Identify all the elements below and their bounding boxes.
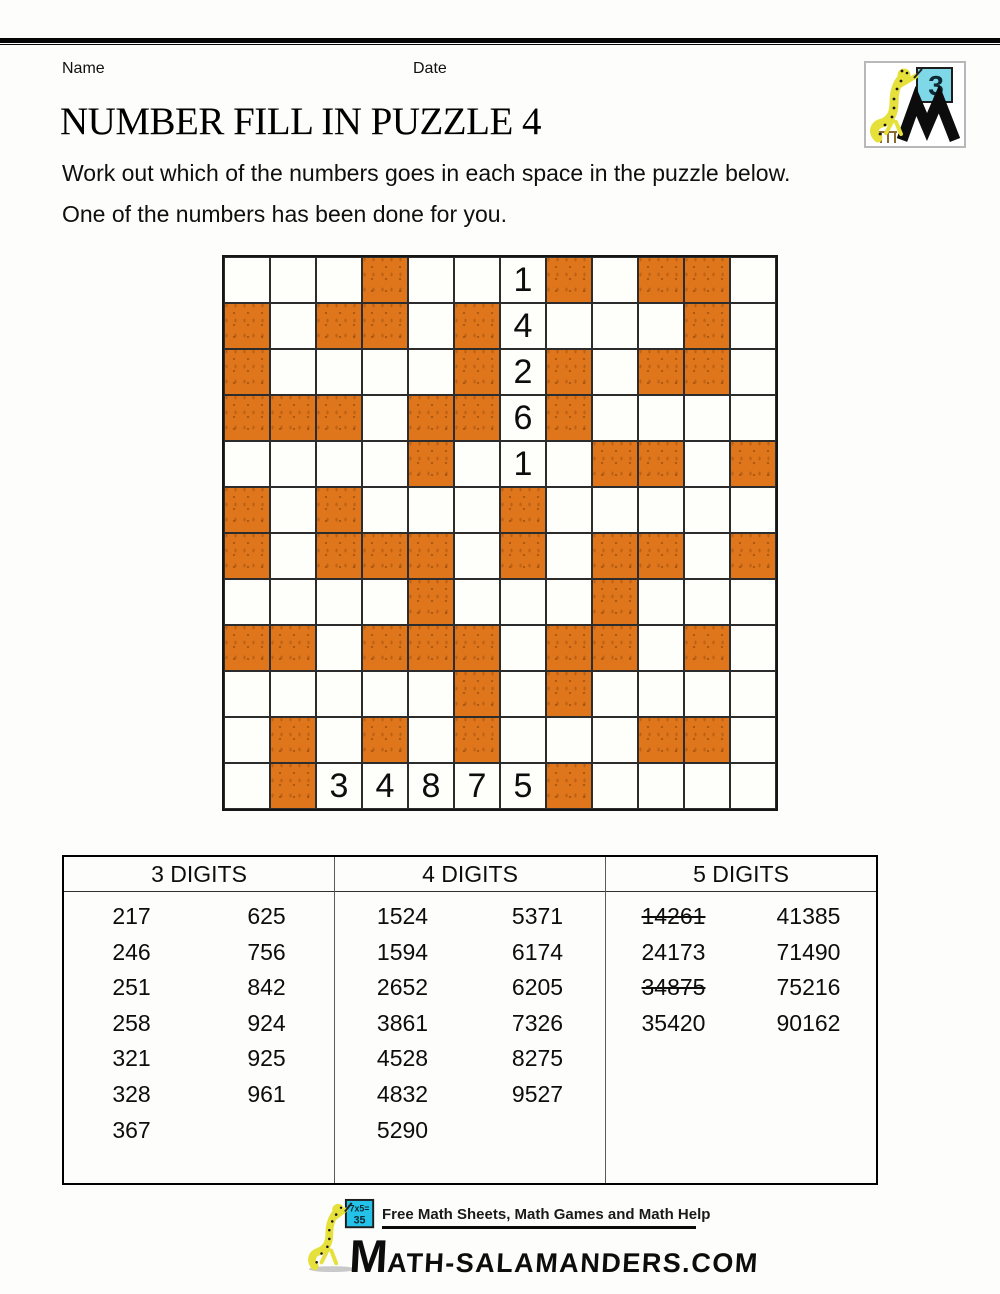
grid-cell[interactable] [224, 763, 270, 809]
grid-cell[interactable] [684, 763, 730, 809]
grid-cell[interactable] [224, 257, 270, 303]
grid-cell-prefilled: 4 [500, 303, 546, 349]
grid-cell[interactable] [224, 579, 270, 625]
bank-number: 328 [112, 1080, 151, 1107]
bank-number: 9527 [511, 1080, 564, 1107]
bank-number: 8275 [511, 1045, 564, 1072]
grid-cell[interactable] [316, 257, 362, 303]
bank-header: 4 DIGITS [335, 857, 605, 892]
grid-cell[interactable] [730, 579, 776, 625]
grid-cell[interactable] [454, 533, 500, 579]
footer-tagline: Free Math Sheets, Math Games and Math Help [382, 1206, 711, 1223]
bank-header: 3 DIGITS [64, 857, 334, 892]
grid-cell[interactable] [638, 579, 684, 625]
grid-cell[interactable] [362, 441, 408, 487]
grid-cell[interactable] [730, 625, 776, 671]
grid-cell[interactable] [638, 487, 684, 533]
grid-cell[interactable] [730, 763, 776, 809]
grid-cell[interactable] [730, 671, 776, 717]
grid-cell[interactable] [270, 303, 316, 349]
math-salamanders-corner-logo [864, 61, 966, 148]
grid-cell[interactable] [408, 303, 454, 349]
bank-section [605, 857, 876, 1183]
bank-header: 5 DIGITS [606, 857, 876, 892]
grid-cell[interactable] [684, 395, 730, 441]
grid-cell-blocked [270, 395, 316, 441]
bank-number: 4832 [376, 1080, 429, 1107]
bank-number: 217 [112, 903, 151, 929]
grid-cell-blocked [362, 257, 408, 303]
grid-cell[interactable] [316, 441, 362, 487]
grid-cell-blocked [592, 579, 638, 625]
grid-cell-blocked [546, 395, 592, 441]
bank-number: 90162 [776, 1009, 841, 1036]
grid-cell-blocked [684, 717, 730, 763]
grid-cell-blocked [638, 717, 684, 763]
grid-cell[interactable] [684, 487, 730, 533]
bank-number: 1594 [376, 938, 429, 965]
grid-cell[interactable] [730, 303, 776, 349]
grid-cell-prefilled: 7 [454, 763, 500, 809]
grid-cell-prefilled: 5 [500, 763, 546, 809]
grid-cell[interactable] [546, 717, 592, 763]
site-wordmark [348, 1229, 760, 1283]
grid-cell[interactable] [408, 257, 454, 303]
grid-cell-blocked [638, 257, 684, 303]
grid-cell[interactable] [270, 533, 316, 579]
grid-cell[interactable] [638, 671, 684, 717]
board-answer: 35 [353, 1214, 366, 1227]
grid-cell[interactable] [684, 579, 730, 625]
grid-cell-blocked [730, 441, 776, 487]
grid-cell-blocked [316, 487, 362, 533]
grid-cell-blocked [224, 303, 270, 349]
grid-cell[interactable] [592, 487, 638, 533]
bank-number: 246 [112, 938, 151, 965]
m-letter-icon [902, 99, 955, 140]
grid-cell[interactable] [592, 717, 638, 763]
grid-cell[interactable] [362, 671, 408, 717]
grid-cell[interactable] [270, 257, 316, 303]
grid-cell[interactable] [730, 257, 776, 303]
grid-cell[interactable] [730, 487, 776, 533]
salamander-logo-graphic [866, 63, 964, 146]
grid-cell-blocked [316, 395, 362, 441]
grid-cell[interactable] [500, 625, 546, 671]
grid-cell[interactable] [730, 395, 776, 441]
grid-cell-blocked [408, 441, 454, 487]
grid-cell-blocked [270, 625, 316, 671]
grid-cell-blocked [408, 533, 454, 579]
grid-cell[interactable] [592, 671, 638, 717]
wordmark-rest: ATH-SALAMANDERS.COM [386, 1248, 760, 1278]
bank-number: 6205 [511, 974, 564, 1001]
grid-cell[interactable] [592, 395, 638, 441]
grid-cell-prefilled: 8 [408, 763, 454, 809]
grid-cell-prefilled: 4 [362, 763, 408, 809]
bank-number: 7326 [511, 1009, 564, 1036]
bank-number: 34875 [641, 974, 706, 1001]
grid-cell-blocked [454, 395, 500, 441]
grid-cell-blocked [638, 441, 684, 487]
grid-cell[interactable] [408, 349, 454, 395]
grid-cell-blocked [730, 533, 776, 579]
bank-number: 2652 [376, 974, 429, 1001]
grid-cell-prefilled: 1 [500, 441, 546, 487]
grid-cell[interactable] [316, 349, 362, 395]
grid-cell[interactable] [224, 717, 270, 763]
grid-cell[interactable] [684, 441, 730, 487]
grid-cell-blocked [500, 487, 546, 533]
grid-cell-blocked [454, 349, 500, 395]
bank-number: 75216 [776, 974, 841, 1001]
grid-cell-blocked [316, 303, 362, 349]
grid-cell-blocked [546, 671, 592, 717]
grid-cell-blocked [684, 349, 730, 395]
grid-cell-blocked [454, 717, 500, 763]
grid-cell[interactable] [270, 441, 316, 487]
grid-cell-blocked [684, 303, 730, 349]
grid-cell-prefilled: 2 [500, 349, 546, 395]
instruction-line-2: One of the numbers has been done for you. [62, 201, 507, 227]
bank-number: 6174 [511, 938, 564, 965]
grid-cell[interactable] [546, 441, 592, 487]
top-double-rule [0, 38, 1000, 45]
grid-cell-blocked [546, 257, 592, 303]
grid-cell-blocked [500, 533, 546, 579]
bank-number: 14261 [641, 903, 706, 929]
grid-cell-blocked [224, 533, 270, 579]
bank-number: 925 [247, 1045, 286, 1072]
bank-number: 41385 [776, 903, 841, 929]
grid-cell[interactable] [546, 487, 592, 533]
grid-cell[interactable] [408, 717, 454, 763]
grid-cell-blocked [362, 303, 408, 349]
grid-cell-blocked [408, 625, 454, 671]
grid-cell[interactable] [270, 487, 316, 533]
grid-cell-blocked [408, 579, 454, 625]
grid-cell-blocked [546, 349, 592, 395]
grid-cell-blocked [224, 625, 270, 671]
grid-cell-blocked [684, 625, 730, 671]
grid-cell-blocked [316, 533, 362, 579]
grid-cell[interactable] [546, 303, 592, 349]
grid-cell-blocked [592, 441, 638, 487]
bank-number: 4528 [376, 1045, 429, 1072]
grid-cell[interactable] [270, 349, 316, 395]
page-title: NUMBER FILL IN PUZZLE 4 [60, 100, 542, 143]
grid-cell[interactable] [362, 579, 408, 625]
grid-cell-blocked [270, 717, 316, 763]
instruction-line-1: Work out which of the numbers goes in each space in the puzzle below. [62, 160, 791, 186]
grid-cell[interactable] [500, 671, 546, 717]
grid-cell[interactable] [592, 257, 638, 303]
grid-cell[interactable] [684, 533, 730, 579]
grid-cell[interactable] [316, 625, 362, 671]
date-label: Date [413, 60, 447, 77]
bank-number: 321 [112, 1045, 151, 1072]
bank-number: 961 [247, 1080, 286, 1107]
grid-cell[interactable] [362, 349, 408, 395]
grid-cell-blocked [638, 533, 684, 579]
grid-cell-blocked [224, 487, 270, 533]
grid-cell[interactable] [730, 717, 776, 763]
grid-cell[interactable] [592, 303, 638, 349]
grid-cell[interactable] [638, 303, 684, 349]
grid-cell[interactable] [454, 579, 500, 625]
grid-cell[interactable] [500, 717, 546, 763]
grid-cell[interactable] [546, 533, 592, 579]
grid-cell[interactable] [270, 579, 316, 625]
bank-section [334, 857, 605, 1183]
grid-cell[interactable] [638, 763, 684, 809]
bank-number: 5290 [376, 1116, 429, 1143]
grid-cell[interactable] [546, 579, 592, 625]
grid-cell-blocked [362, 533, 408, 579]
footer [0, 1198, 1000, 1283]
salamander-icon [312, 1203, 352, 1266]
grid-cell[interactable] [362, 487, 408, 533]
board-number: 3 [928, 70, 944, 101]
grid-cell-blocked [454, 303, 500, 349]
grid-cell[interactable] [224, 671, 270, 717]
grid-cell-prefilled: 3 [316, 763, 362, 809]
bank-number: 3861 [376, 1009, 429, 1036]
bank-number: 5371 [511, 903, 564, 929]
grid-cell[interactable] [408, 671, 454, 717]
grid-cell-blocked [546, 625, 592, 671]
grid-cell-blocked [684, 257, 730, 303]
bank-number: 842 [247, 974, 286, 1001]
wordmark-initial: M [348, 1230, 390, 1282]
grid-cell[interactable] [454, 257, 500, 303]
grid-cell[interactable] [408, 487, 454, 533]
grid-cell[interactable] [454, 487, 500, 533]
grid-cell-blocked [224, 349, 270, 395]
grid-cell-blocked [592, 533, 638, 579]
grid-cell-blocked [362, 625, 408, 671]
grid-cell[interactable] [500, 579, 546, 625]
bank-number: 367 [112, 1116, 151, 1143]
grid-cell-blocked [454, 625, 500, 671]
grid-cell[interactable] [592, 763, 638, 809]
grid-cell[interactable] [730, 349, 776, 395]
bank-number: 71490 [776, 938, 841, 965]
grid-cell-blocked [638, 349, 684, 395]
grid-cell-blocked [408, 395, 454, 441]
bank-number: 251 [112, 974, 151, 1001]
bank-number: 756 [247, 938, 286, 965]
grid-cell[interactable] [362, 395, 408, 441]
grid-cell[interactable] [224, 441, 270, 487]
bank-number: 24173 [641, 938, 706, 965]
board-equation: 7x5= [349, 1203, 370, 1214]
grid-cell-blocked [270, 763, 316, 809]
grid-cell-blocked [454, 671, 500, 717]
grid-cell[interactable] [270, 671, 316, 717]
grid-cell[interactable] [454, 441, 500, 487]
grid-cell-prefilled: 6 [500, 395, 546, 441]
bank-number: 258 [112, 1009, 151, 1036]
grid-cell-blocked [592, 625, 638, 671]
bank-number: 625 [247, 903, 286, 929]
number-bank [62, 855, 878, 1185]
puzzle-grid [222, 255, 778, 811]
grid-cell-prefilled: 1 [500, 257, 546, 303]
name-label: Name [62, 60, 105, 77]
bank-number: 35420 [641, 1009, 706, 1036]
grid-cell-blocked [224, 395, 270, 441]
bank-number: 924 [247, 1009, 286, 1036]
grid-cell[interactable] [592, 349, 638, 395]
grid-cell[interactable] [638, 625, 684, 671]
grid-cell[interactable] [316, 717, 362, 763]
grid-cell[interactable] [638, 395, 684, 441]
grid-cell[interactable] [316, 579, 362, 625]
bank-number: 1524 [376, 903, 429, 929]
grid-cell-blocked [546, 763, 592, 809]
grid-cell[interactable] [316, 671, 362, 717]
grid-cell[interactable] [684, 671, 730, 717]
bank-section [64, 857, 334, 1183]
grid-cell-blocked [362, 717, 408, 763]
